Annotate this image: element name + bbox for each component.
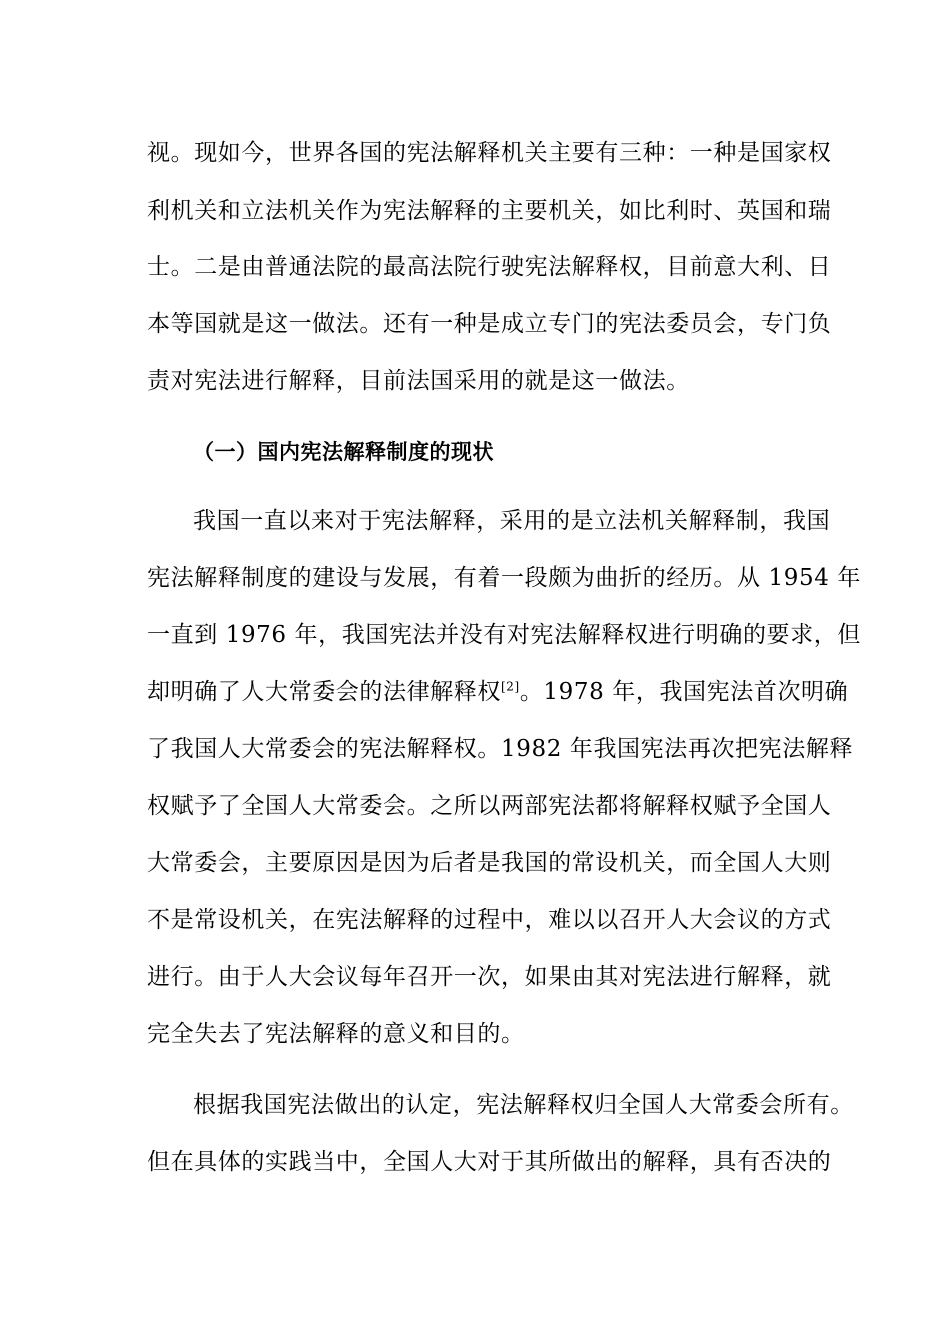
- paragraph-3-line-1: 根据我国宪法做出的认定，宪法解释权归全国人大常委会所有。: [193, 1092, 854, 1118]
- paragraph-1-line-2: 利机关和立法机关作为宪法解释的主要机关，如比利时、英国和瑞: [147, 198, 832, 224]
- paragraph-2-line-8: 不是常设机关，在宪法解释的过程中，难以以召开人大会议的方式: [147, 907, 832, 933]
- paragraph-2-line-1: 我国一直以来对于宪法解释，采用的是立法机关解释制，我国: [193, 508, 831, 534]
- paragraph-2-line-10: 完全失去了宪法解释的意义和目的。: [147, 1021, 525, 1047]
- section-heading: （一）国内宪法解释制度的现状: [193, 440, 494, 464]
- paragraph-1-line-5: 责对宪法进行解释，目前法国采用的就是这一做法。: [147, 368, 690, 394]
- paragraph-2-line-3: 一直到 1976 年，我国宪法并没有对宪法解释权进行明确的要求，但: [147, 622, 861, 648]
- paragraph-1-line-4: 本等国就是这一做法。还有一种是成立专门的宪法委员会，专门负: [147, 311, 832, 337]
- paragraph-2-line-7: 大常委会，主要原因是因为后者是我国的常设机关，而全国人大则: [147, 850, 832, 876]
- paragraph-2-line-5: 了我国人大常委会的宪法解释权。1982 年我国宪法再次把宪法解释: [147, 736, 854, 762]
- paragraph-2-line-4-tail: 。1978 年，我国宪法首次明确: [519, 679, 849, 705]
- citation-superscript: [2]: [501, 679, 520, 694]
- paragraph-2-line-4: [147, 677, 849, 707]
- paragraph-1-line-1: 视。现如今，世界各国的宪法解释机关主要有三种：一种是国家权: [147, 140, 832, 166]
- paragraph-2-line-6: 权赋予了全国人大常委会。之所以两部宪法都将解释权赋予全国人: [147, 793, 832, 819]
- paragraph-2-line-2: 宪法解释制度的建设与发展，有着一段颇为曲折的经历。从 1954 年: [147, 565, 861, 591]
- paragraph-2-line-4-text: 却明确了人大常委会的法律解释权: [147, 679, 501, 705]
- paragraph-3-line-2: 但在具体的实践当中，全国人大对于其所做出的解释，具有否决的: [147, 1149, 832, 1175]
- paragraph-1-line-3: 士。二是由普通法院的最高法院行驶宪法解释权，目前意大利、日: [147, 254, 832, 280]
- paragraph-2-line-9: 进行。由于人大会议每年召开一次，如果由其对宪法进行解释，就: [147, 964, 832, 990]
